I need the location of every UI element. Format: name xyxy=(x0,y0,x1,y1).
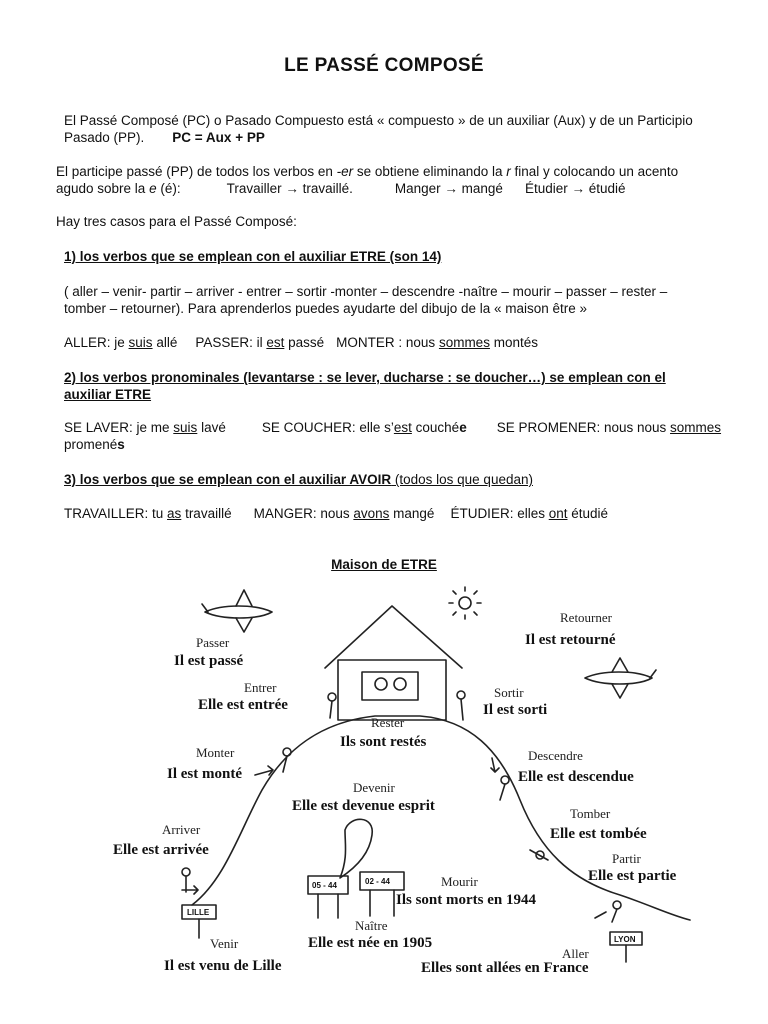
sentence-monter: Il est monté xyxy=(167,766,242,782)
sentence-aller: Elles sont allées en France xyxy=(421,960,589,976)
case2-examples: SE LAVER: je me suis lavé SE COUCHER: elle s’est couchée SE PROMENER: nous nous sommes promenés xyxy=(64,420,722,452)
case1-heading: 1) los verbos que se emplean con el auxiliar ETRE (son 14) xyxy=(64,249,442,264)
case2-heading: 2) los verbos pronominales (levantarse : se lever, ducharse : se doucher…) se emplean con el auxiliar ETRE xyxy=(64,370,666,402)
grave-date: 05 - 44 xyxy=(312,881,337,890)
participe-line-2: agudo sobre la e (é): Travailler → travaillé. Manger → mangé Étudier → étudié xyxy=(56,181,626,196)
formula: PC = Aux + PP xyxy=(172,130,265,145)
case3-heading: 3) los verbos que se emplean con el auxiliar AVOIR (todos los que quedan) xyxy=(64,472,533,487)
sentence-tomber: Elle est tombée xyxy=(550,826,647,842)
sentence-partir: Elle est partie xyxy=(588,868,677,884)
label-monter: Monter xyxy=(196,745,235,760)
person-icon xyxy=(328,693,336,718)
sentence-descendre: Elle est descendue xyxy=(518,769,634,785)
label-partir: Partir xyxy=(612,851,641,866)
airplane-icon xyxy=(585,658,656,698)
label-retourner: Retourner xyxy=(560,610,612,625)
page-title: LE PASSÉ COMPOSÉ xyxy=(284,55,484,76)
person-icon xyxy=(457,691,465,720)
label-descendre: Descendre xyxy=(528,748,583,763)
label-arriver: Arriver xyxy=(162,822,201,837)
label-sortir: Sortir xyxy=(494,685,524,700)
sentence-rester: Ils sont restés xyxy=(340,734,427,750)
label-rester: Rester xyxy=(371,715,405,730)
sentence-arriver: Elle est arrivée xyxy=(113,842,209,858)
sentence-entrer: Elle est entrée xyxy=(198,697,288,713)
case3-examples: TRAVAILLER: tu as travaillé MANGER: nous avons mangé ÉTUDIER: elles ont étudié xyxy=(64,506,609,521)
house-icon xyxy=(338,660,446,720)
house-roof-icon xyxy=(325,606,462,668)
label-mourir: Mourir xyxy=(441,874,478,889)
label-naitre: Naître xyxy=(355,918,388,933)
label-aller: Aller xyxy=(562,946,589,961)
sun-icon xyxy=(449,587,481,619)
person-icon xyxy=(612,901,621,922)
intro-line-1: El Passé Composé (PC) o Pasado Compuesto está « compuesto » de un auxiliar (Aux) y de un Participio xyxy=(64,113,693,128)
sentence-devenir: Elle est devenue esprit xyxy=(292,798,435,814)
arrow-icon xyxy=(595,912,606,918)
cases-intro: Hay tres casos para el Passé Composé: xyxy=(56,214,297,229)
person-icon xyxy=(530,850,548,860)
sentence-passer: Il est passé xyxy=(174,653,244,669)
arrow-icon xyxy=(255,766,273,775)
sentence-naitre: Elle est née en 1905 xyxy=(308,935,433,951)
label-passer: Passer xyxy=(196,635,230,650)
participe-line-1: El participe passé (PP) de todos los verbos en -er se obtiene eliminando la r final y colocando un acento xyxy=(56,164,679,179)
label-tomber: Tomber xyxy=(570,806,611,821)
ghost-icon xyxy=(340,819,372,878)
person-icon xyxy=(500,776,509,800)
house-window-icon xyxy=(362,672,418,700)
example-manger: Manger → mangé xyxy=(394,181,503,196)
example-travailler: Travailler → travaillé. xyxy=(226,181,353,196)
label-entrer: Entrer xyxy=(244,680,277,695)
case1-verb-list: ( aller – venir- partir – arriver - entrer – sortir -monter – descendre -naître – mourir – passer – rester – tomber – retourner). Para aprenderlos puedes ayudarte del dibujo de la « maison être » xyxy=(64,284,668,316)
intro-line-2: Pasado (PP). PC = Aux + PP xyxy=(64,130,265,145)
diagram-caption: Maison de ETRE xyxy=(331,557,437,572)
grave-date: 02 - 44 xyxy=(365,877,390,886)
arrow-icon xyxy=(182,886,198,894)
sentence-retourner: Il est retourné xyxy=(525,632,616,648)
person-icon xyxy=(182,868,190,892)
sentence-sortir: Il est sorti xyxy=(483,702,548,718)
label-venir: Venir xyxy=(210,936,239,951)
hill-outline xyxy=(192,716,690,920)
label-devenir: Devenir xyxy=(353,780,395,795)
airplane-icon xyxy=(202,590,272,632)
sentence-venir: Il est venu de Lille xyxy=(164,958,282,974)
lyon-sign-text: LYON xyxy=(614,935,636,944)
example-etudier: Étudier → étudié xyxy=(524,181,626,196)
sentence-mourir: Ils sont morts en 1944 xyxy=(396,892,537,908)
case1-examples: ALLER: je suis allé PASSER: il est passé MONTER : nous sommes montés xyxy=(64,335,538,350)
lille-sign-text: LILLE xyxy=(187,908,210,917)
